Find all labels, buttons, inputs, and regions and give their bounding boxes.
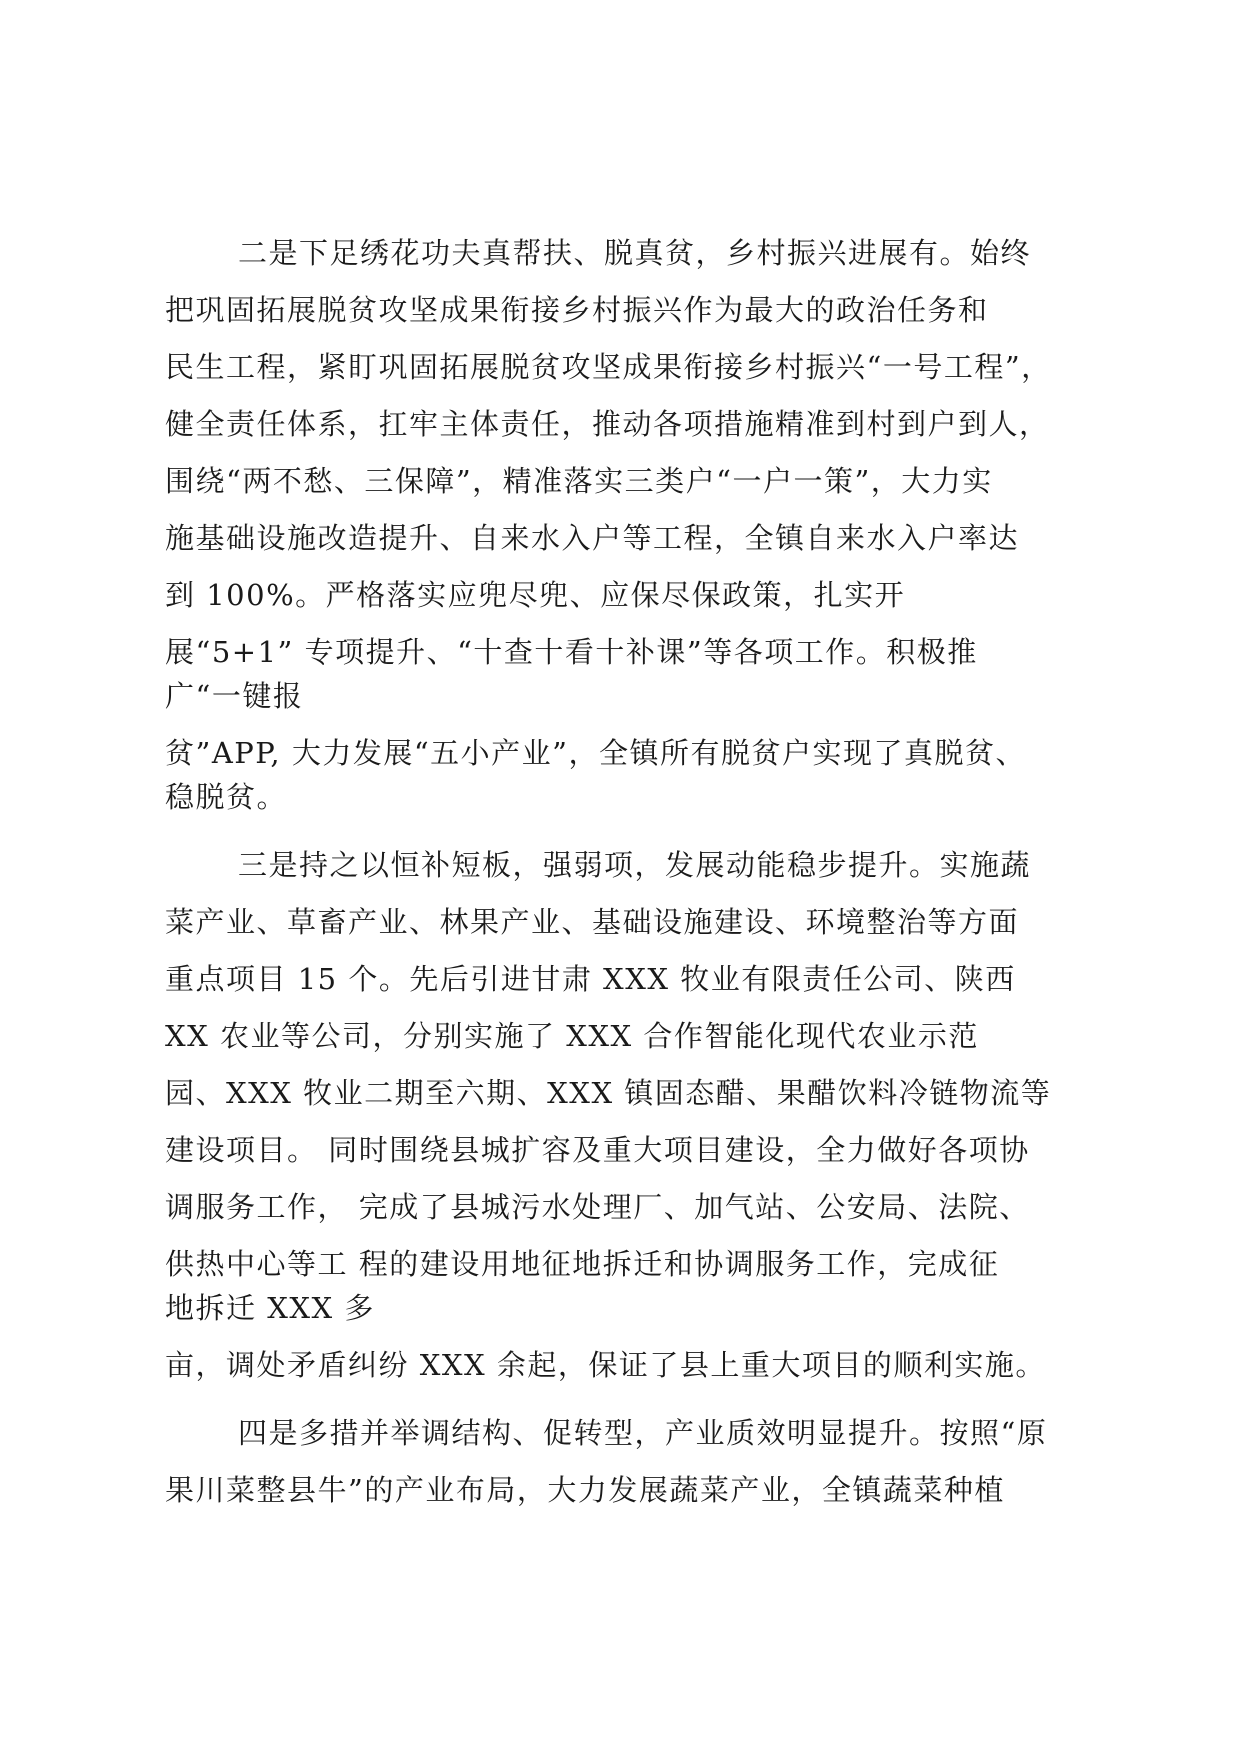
text-line: 果川菜整县牛”的产业布局，大力发展蔬菜产业，全镇蔬菜种植 [165, 1473, 1005, 1507]
text-line: 健全责任体系，扛牢主体责任，推动各项措施精准到村到户到人， [165, 407, 1050, 441]
text-line: 园、XXX 牧业二期至六期、XXX 镇固态醋、果醋饮料冷链物流等 [165, 1076, 1052, 1110]
text-line: 把巩固拓展脱贫攻坚成果衔接乡村振兴作为最大的政治任务和 [165, 293, 989, 327]
text-line: 供热中心等工 程的建设用地征地拆迁和协调服务工作，完成征 [165, 1247, 1000, 1281]
text-line: 施基础设施改造提升、自来水入户等工程，全镇自来水入户率达 [165, 521, 1020, 555]
text-line: 地拆迁 XXX 多 [165, 1291, 375, 1325]
text-line: 三是持之以恒补短板，强弱项，发展动能稳步提升。实施蔬 [238, 848, 1032, 882]
text-line: 贫”APP, 大力发展“五小产业”，全镇所有脱贫户实现了真脱贫、 [165, 736, 1027, 770]
text-line: 民生工程，紧盯巩固拓展脱贫攻坚成果衔接乡村振兴“一号工程”， [165, 350, 1052, 384]
text-line: 广“一键报 [165, 679, 304, 713]
text-line: 建设项目。 同时围绕县城扩容及重大项目建设，全力做好各项协 [165, 1133, 1030, 1167]
text-line: 稳脱贫。 [165, 780, 288, 814]
text-line: 二是下足绣花功夫真帮扶、脱真贫，乡村振兴进展有。始终 [238, 236, 1032, 270]
text-line: 展“5+1” 专项提升、“十查十看十补课”等各项工作。积极推 [165, 635, 978, 669]
text-line: 调服务工作， 完成了县城污水处理厂、加气站、公安局、法院、 [165, 1190, 1030, 1224]
text-line: 亩，调处矛盾纠纷 XXX 余起，保证了县上重大项目的顺利实施。 [165, 1348, 1046, 1382]
text-line: 菜产业、草畜产业、林果产业、基础设施建设、环境整治等方面 [165, 905, 1020, 939]
text-line: XX 农业等公司，分别实施了 XXX 合作智能化现代农业示范 [165, 1019, 979, 1053]
text-line: 到 100%。严格落实应兜尽兜、应保尽保政策，扎实开 [165, 578, 906, 612]
text-line: 围绕“两不愁、三保障”，精准落实三类户“一户一策”，大力实 [165, 464, 993, 498]
text-line: 四是多措并举调结构、促转型，产业质效明显提升。按照“原 [238, 1416, 1048, 1450]
text-line: 重点项目 15 个。先后引进甘肃 XXX 牧业有限责任公司、陕西 [165, 962, 1016, 996]
